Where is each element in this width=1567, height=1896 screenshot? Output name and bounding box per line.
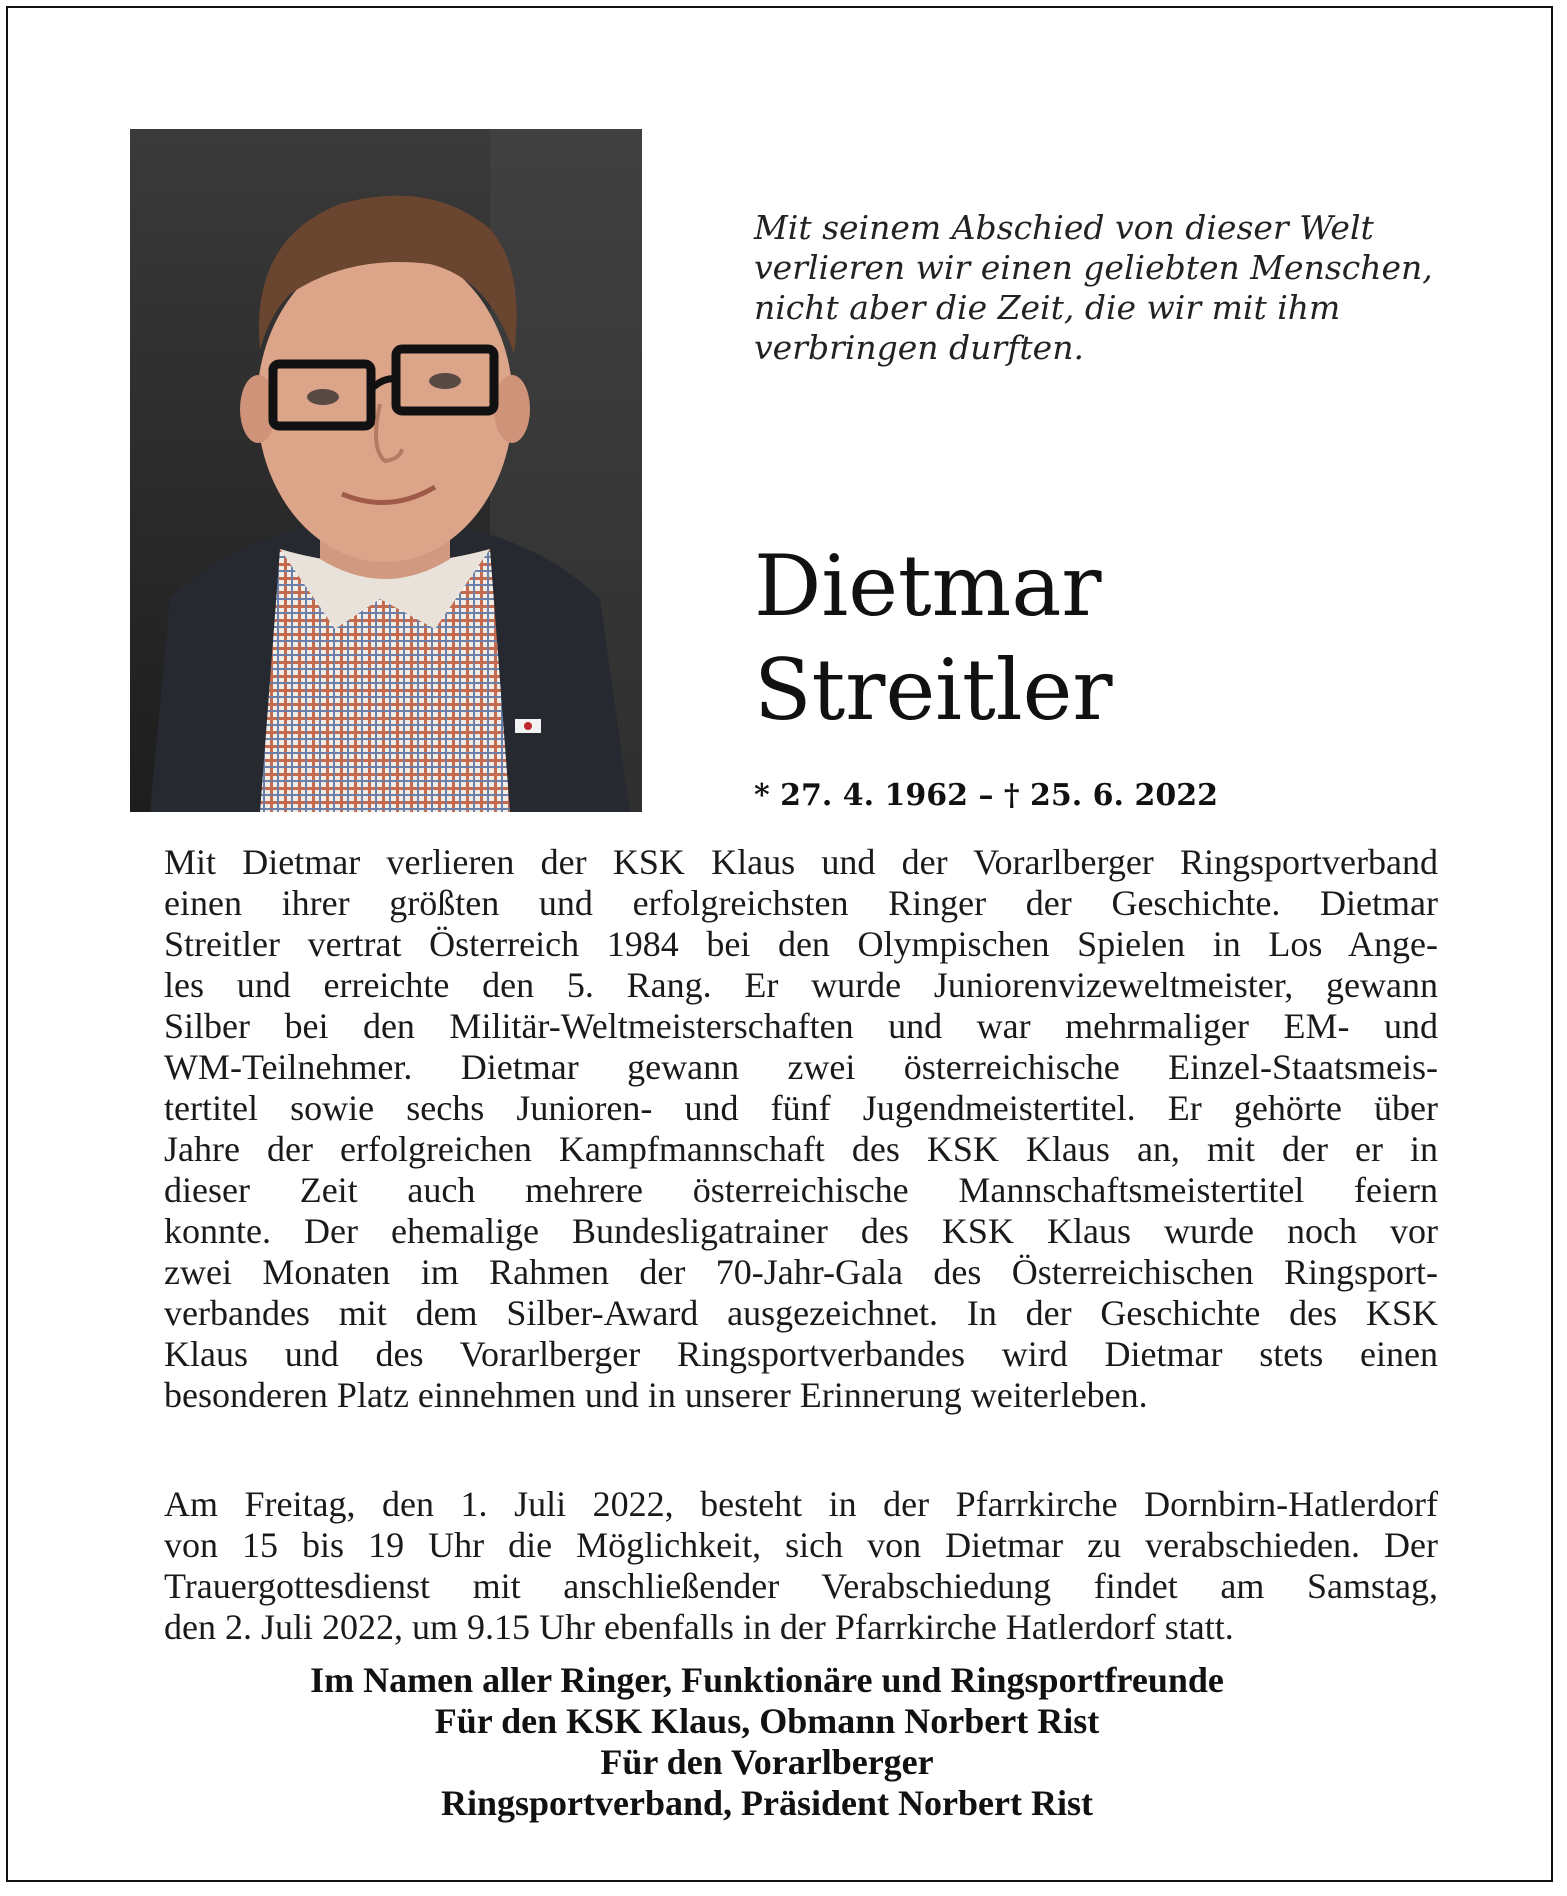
bio-line: Silber bei den Militär-Weltmeisterschaften und war mehrmaliger EM- und xyxy=(164,1006,1438,1046)
bio-line: einen ihrer größten und erfolgreichsten Ringer der Geschichte. Dietmar xyxy=(164,883,1438,923)
funeral-line: Am Freitag, den 1. Juli 2022, besteht in der Pfarrkirche Dornbirn-Hatlerdorf xyxy=(164,1484,1438,1524)
portrait-illustration xyxy=(130,129,642,812)
bio-line: WM-Teilnehmer. Dietmar gewann zwei österreichische Einzel-Staatsmeis- xyxy=(164,1047,1438,1087)
funeral-line: Trauergottesdienst mit anschließender Verabschiedung findet am Samstag, xyxy=(164,1566,1438,1606)
bio-line: Mit Dietmar verlieren der KSK Klaus und der Vorarlberger Ringsportverband xyxy=(164,842,1438,882)
signature-line: Für den KSK Klaus, Obmann Norbert Rist xyxy=(434,1701,1100,1741)
funeral-paragraph xyxy=(164,1484,1438,1648)
bio-line: tertitel sowie sechs Junioren- und fünf Jugendmeistertitel. Er gehörte über xyxy=(164,1088,1438,1128)
quote-line: Mit seinem Abschied von dieser Welt xyxy=(754,208,1374,247)
signature-line: Im Namen aller Ringer, Funktionäre und Ringsportfreunde xyxy=(310,1660,1224,1700)
bio-line: zwei Monaten im Rahmen der 70-Jahr-Gala des Österreichischen Ringsport- xyxy=(164,1252,1438,1292)
bio-line: verbandes mit dem Silber-Award ausgezeichnet. In der Geschichte des KSK xyxy=(164,1293,1438,1333)
quote-line: verlieren wir einen geliebten Menschen, xyxy=(754,248,1433,287)
bio-line: Klaus und des Vorarlberger Ringsportverbandes wird Dietmar stets einen xyxy=(164,1334,1438,1374)
signature-block xyxy=(130,1660,1404,1824)
portrait-photo xyxy=(130,129,642,812)
biography-paragraph xyxy=(164,842,1438,1416)
bio-line: Streitler vertrat Österreich 1984 bei den Olympischen Spielen in Los Ange- xyxy=(164,924,1438,964)
funeral-line: von 15 bis 19 Uhr die Möglichkeit, sich von Dietmar zu verabschieden. Der xyxy=(164,1525,1438,1565)
first-name: Dietmar xyxy=(754,537,1102,635)
signature-line: Ringsportverband, Präsident Norbert Rist xyxy=(441,1783,1093,1823)
bio-line: besonderen Platz einnehmen und in unserer Erinnerung weiterleben. xyxy=(164,1375,1148,1415)
quote-line: verbringen durften. xyxy=(754,328,1084,367)
memorial-quote xyxy=(754,208,1474,368)
bio-line: les und erreichte den 5. Rang. Er wurde Juniorenvizeweltmeister, gewann xyxy=(164,965,1438,1005)
last-name: Streitler xyxy=(754,641,1113,739)
signature-line: Für den Vorarlberger xyxy=(600,1742,934,1782)
bio-line: dieser Zeit auch mehrere österreichische Mannschaftsmeistertitel feiern xyxy=(164,1170,1438,1210)
quote-line: nicht aber die Zeit, die wir mit ihm xyxy=(754,288,1341,327)
life-dates: * 27. 4. 1962 – † 25. 6. 2022 xyxy=(754,778,1218,813)
bio-line: konnte. Der ehemalige Bundesligatrainer des KSK Klaus wurde noch vor xyxy=(164,1211,1438,1251)
funeral-line: den 2. Juli 2022, um 9.15 Uhr ebenfalls in der Pfarrkirche Hatlerdorf statt. xyxy=(164,1607,1234,1647)
deceased-name xyxy=(754,534,1113,742)
bio-line: Jahre der erfolgreichen Kampfmannschaft des KSK Klaus an, mit der er in xyxy=(164,1129,1438,1169)
